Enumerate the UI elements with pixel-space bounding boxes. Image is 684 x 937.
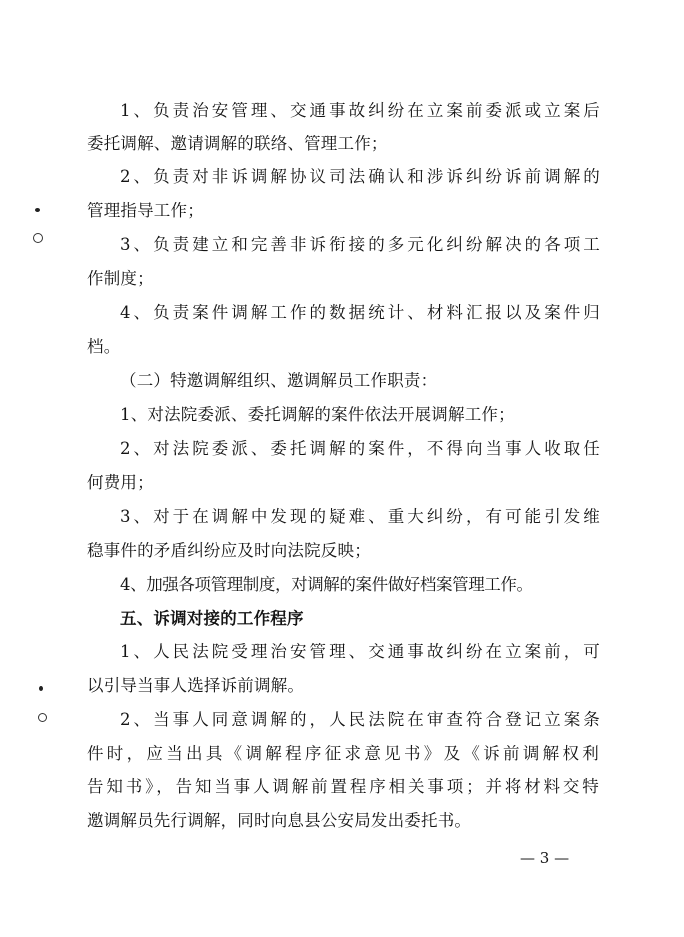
text-line: 何费用； <box>87 473 154 492</box>
text-line: 作制度； <box>87 269 154 288</box>
text-line: 以引导当事人选择诉前调解。 <box>87 676 305 695</box>
text-line: 3、对于在调解中发现的疑难、重大纠纷，有可能引发维 <box>120 507 600 526</box>
text-line: 2、对法院委派、委托调解的案件，不得向当事人收取任 <box>120 439 600 458</box>
text-line: 1、负责治安管理、交通事故纠纷在立案前委派或立案后 <box>120 101 600 120</box>
binding-hole-mark <box>38 713 47 722</box>
text-line: 委托调解、邀请调解的联络、管理工作； <box>87 134 388 153</box>
text-line: 管理指导工作； <box>87 201 204 220</box>
text-line: 2、当事人同意调解的，人民法院在审查符合登记立案条 <box>120 710 600 729</box>
text-line: 2、负责对非诉调解协议司法确认和涉诉纠纷诉前调解的 <box>120 167 600 186</box>
text-line: 4、加强各项管理制度，对调解的案件做好档案管理工作。 <box>120 575 533 594</box>
text-line: 告知书》，告知当事人调解前置程序相关事项；并将材料交特 <box>87 777 599 796</box>
text-line: 3、负责建立和完善非诉衔接的多元化纠纷解决的各项工 <box>120 235 600 254</box>
text-line: 邀调解员先行调解，同时向息县公安局发出委托书。 <box>87 811 472 830</box>
text-line: 4、负责案件调解工作的数据统计、材料汇报以及案件归 <box>120 303 600 322</box>
page-number: — 3 — <box>520 849 570 867</box>
text-line: 档。 <box>87 337 121 356</box>
binding-hole-mark <box>33 233 43 243</box>
text-line: 1、人民法院受理治安管理、交通事故纠纷在立案前，可 <box>120 642 600 661</box>
text-line: 稳事件的矛盾纠纷应及时向法院反映； <box>87 541 371 560</box>
scan-mark <box>39 686 43 691</box>
section-heading: 五、诉调对接的工作程序 <box>120 609 304 628</box>
text-line: 件时，应当出具《调解程序征求意见书》及《诉前调解权利 <box>87 744 599 763</box>
text-line: 1、对法院委派、委托调解的案件依法开展调解工作； <box>120 405 515 424</box>
section-subheading: （二）特邀调解组织、邀调解员工作职责： <box>120 371 438 390</box>
scan-mark <box>35 208 40 212</box>
